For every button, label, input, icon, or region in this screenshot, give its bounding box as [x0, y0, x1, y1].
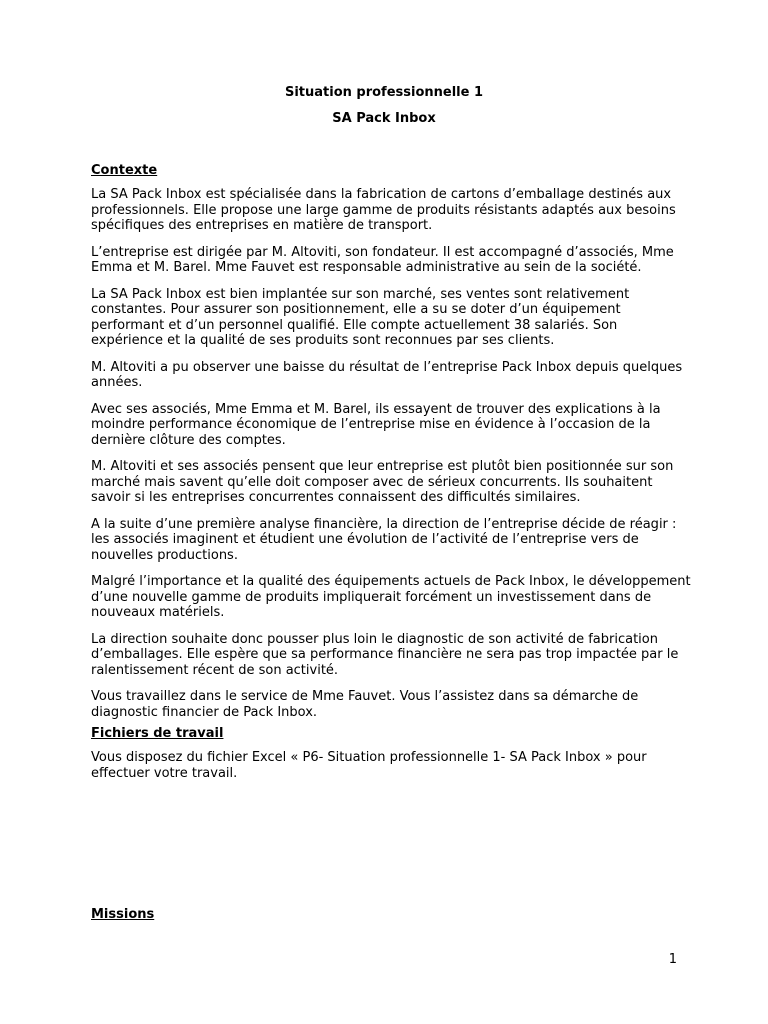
paragraph: Malgré l’importance et la qualité des équipements actuels de Pack Inbox, le développement d’une nouvelle gamme de produits impliquerait forcément un investissement dans de nouveaux matériels.	[91, 574, 691, 620]
paragraph: La SA Pack Inbox est bien implantée sur son marché, ses ventes sont relativement constantes. Pour assurer son positionnement, elle a su se doter d’un équipement performant et d’un personnel qualifié. Elle compte actuellement 38 salariés. Son expérience et la qualité de ses produits sont reconnues par ses clients.	[91, 286, 630, 348]
document-body	[91, 163, 691, 792]
section-heading-contexte: Contexte	[91, 163, 158, 178]
document-subtitle: SA Pack Inbox	[332, 111, 436, 126]
page-number: 1	[668, 952, 677, 967]
paragraph: L’entreprise est dirigée par M. Altoviti, son fondateur. Il est accompagné d’associés, Mme Emma et M. Barel. Mme Fauvet est responsable administrative au sein de la société.	[91, 244, 674, 275]
section-heading-fichiers: Fichiers de travail	[91, 726, 224, 741]
document-title: Situation professionnelle 1	[284, 85, 484, 100]
paragraph: M. Altoviti a pu observer une baisse du résultat de l’entreprise Pack Inbox depuis quelques années.	[91, 359, 683, 390]
paragraph: Avec ses associés, Mme Emma et M. Barel, ils essayent de trouver des explications à la moindre performance économique de l’entreprise mise en évidence à l’occasion de la dernière clôture des comptes.	[91, 401, 661, 448]
paragraph: La SA Pack Inbox est spécialisée dans la fabrication de cartons d’emballage destinés aux professionnels. Elle propose une large gamme de produits résistants adaptés aux besoins spécifiques des entreprises en matière de transport.	[91, 187, 676, 233]
paragraph: La direction souhaite donc pousser plus loin le diagnostic de son activité de fabrication d’emballages. Elle espère que sa performance financière ne sera pas trop impactée par le ralentissement récent de son activité.	[91, 631, 679, 678]
section-heading-missions: Missions	[91, 907, 155, 922]
paragraph: M. Altoviti et ses associés pensent que leur entreprise est plutôt bien positionnée sur son marché mais savent qu’elle doit composer avec de sérieux concurrents. Ils souhaitent savoir si les entreprises concurrentes connaissent des difficultés similaires.	[91, 459, 674, 505]
paragraph: A la suite d’une première analyse financière, la direction de l’entreprise décide de réagir : les associés imaginent et étudient une évolution de l’activité de l’entreprise vers de nouvelles productions.	[91, 516, 677, 563]
paragraph: Vous disposez du fichier Excel « P6- Situation professionnelle 1- SA Pack Inbox » pour effectuer votre travail.	[91, 750, 647, 781]
paragraph: Vous travaillez dans le service de Mme Fauvet. Vous l’assistez dans sa démarche de diagnostic financier de Pack Inbox.	[91, 689, 639, 720]
